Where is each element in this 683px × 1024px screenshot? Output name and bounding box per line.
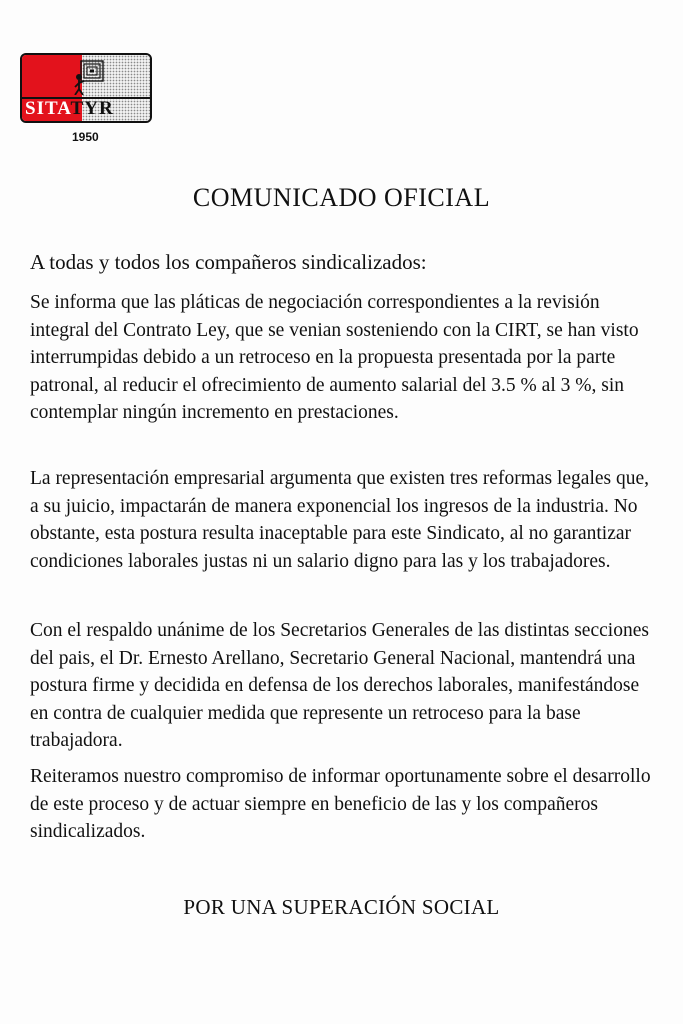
logo-year: 1950 <box>72 130 99 144</box>
document-title: COMUNICADO OFICIAL <box>192 183 491 212</box>
paragraph-2: La representación empresarial argumenta que existen tres reformas legales que, a su juicio, impactarán de manera exponencial los ingresos de la industria. No obstante, esta postura resulta inaceptable para este Sindicato, al no garantizar condiciones laborales justas ni un salario digno para las y los trabajadores. <box>30 468 650 572</box>
logo-wordmark: SITATYR <box>25 98 114 119</box>
greeting: A todas y todos los compañeros sindicalizados: <box>30 250 427 274</box>
sitatyr-logo <box>20 53 152 123</box>
closing-slogan: POR UNA SUPERACIÓN SOCIAL <box>183 895 500 919</box>
paragraph-4: Reiteramos nuestro compromiso de informar oportunamente sobre el desarrollo de este proceso y de actuar siempre en beneficio de las y los compañeros sindicalizados. <box>30 766 651 843</box>
paragraph-1: Se informa que las pláticas de negociación correspondientes a la revisión integral del Contrato Ley, que se venian sosteniendo con la CIRT, se han visto interrumpidas debido a un retroceso en la propuesta presentada por la parte patronal, al reducir el ofrecimiento de aumento salarial del 3.5 % al 3 %, sin contemplar ningún incremento en prestaciones. <box>30 292 639 424</box>
logo-emblem-icon <box>72 59 108 95</box>
paragraph-3: Con el respaldo unánime de los Secretarios Generales de las distintas secciones del pais, el Dr. Ernesto Arellano, Secretario General Nacional, mantendrá una postura firme y decidida en defensa de los derechos laborales, manifestándose en contra de cualquier medida que represente un retroceso para la base trabajadora. <box>30 620 649 752</box>
